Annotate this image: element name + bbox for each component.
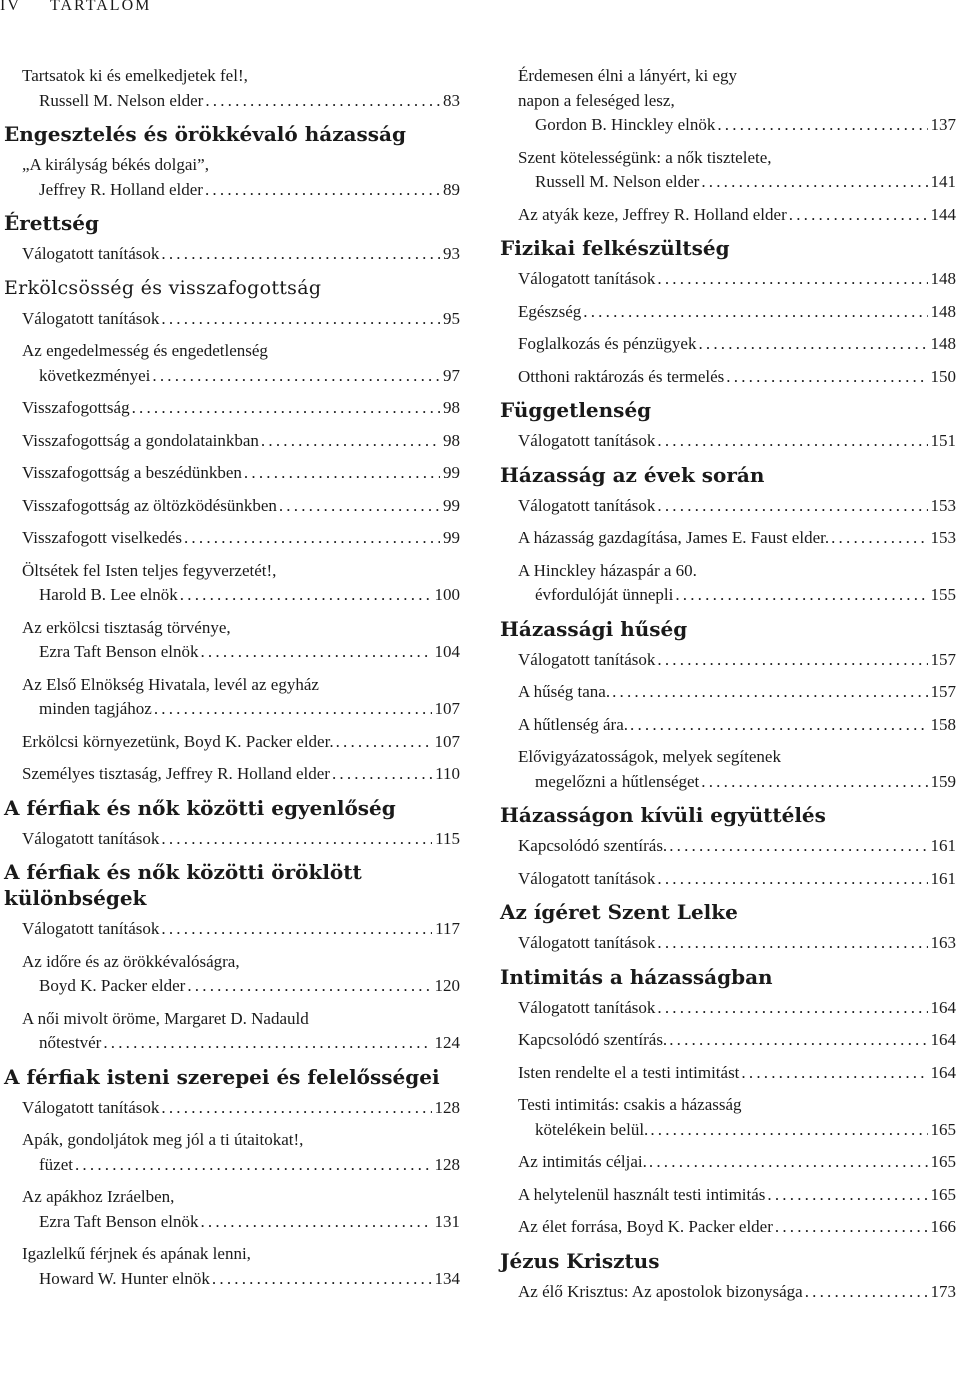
toc-entry-line [22, 1267, 460, 1292]
toc-entry[interactable] [500, 713, 956, 738]
toc-page-number: 83 [443, 90, 460, 110]
toc-entry-line [22, 307, 460, 332]
toc-page-number: 161 [930, 868, 956, 888]
toc-page-number: 117 [435, 919, 460, 938]
toc-entry[interactable] [4, 1242, 460, 1291]
toc-page-number: 144 [930, 204, 956, 224]
toc-entry-title-line: Az engedelmesség és engedetlenség [22, 341, 268, 360]
toc-entry-title: A hűtlenség ára. [518, 714, 628, 734]
toc-page-number: 98 [443, 430, 460, 450]
toc-entry-title: kötelékein belül. [535, 1119, 649, 1139]
dot-leader [657, 867, 927, 892]
toc-page-number: 165 [930, 1119, 956, 1139]
toc-entry-title: Ezra Taft Benson elnök [39, 1211, 199, 1231]
toc-entry[interactable] [4, 616, 460, 665]
toc-page-number: 161 [930, 836, 956, 855]
toc-entry-title: Egészség [518, 301, 582, 321]
toc-entry[interactable] [500, 1150, 956, 1175]
toc-entry-title: megelőzni a hűtlenséget [535, 771, 700, 791]
toc-entry-line [518, 931, 956, 956]
toc-entry[interactable] [4, 429, 460, 454]
toc-entry[interactable] [4, 559, 460, 608]
toc-page-number: 148 [930, 269, 956, 288]
toc-entry-line [22, 364, 460, 389]
toc-entry-title: Ezra Taft Benson elnök [39, 642, 199, 661]
dot-leader [205, 178, 440, 203]
toc-page-number: 155 [930, 585, 956, 604]
toc-entry[interactable] [4, 307, 460, 332]
toc-entry-title-line: A női mivolt öröme, Margaret D. Nadauld [22, 1008, 309, 1028]
toc-entry[interactable] [4, 917, 460, 942]
toc-entry[interactable] [500, 494, 956, 519]
dot-leader [675, 583, 927, 608]
toc-entry-line [518, 203, 956, 228]
toc-page-number: 124 [434, 1033, 460, 1052]
toc-entry[interactable] [4, 526, 460, 551]
toc-entry-title: Az élő Krisztus: Az apostolok bizonysága [518, 1281, 803, 1301]
toc-entry-title: Válogatott tanítások [22, 244, 160, 263]
toc-entry-title: Válogatott tanítások [518, 495, 656, 515]
toc-entry-line [518, 365, 956, 390]
toc-entry-line [22, 494, 460, 519]
toc-page-number: 165 [930, 1152, 956, 1171]
dot-leader [161, 242, 440, 267]
toc-entry-line [22, 1096, 460, 1121]
toc-page-number: 164 [930, 1030, 956, 1049]
toc-entry-title: Visszafogott viselkedés [22, 528, 182, 547]
toc-page-number: 110 [435, 764, 460, 783]
toc-entry[interactable] [4, 762, 460, 787]
toc-page-number: 99 [443, 463, 460, 482]
toc-entry-line [518, 834, 956, 859]
toc-section-heading: Intimitás a házasságban [500, 964, 773, 989]
toc-page-number: 173 [930, 1281, 956, 1301]
toc-section-heading: Házassági hűség [500, 616, 688, 641]
toc-entry[interactable] [4, 339, 460, 388]
toc-section-heading: A férfiak és nők közötti egyenlőség [4, 795, 396, 820]
toc-entry-line [518, 770, 956, 795]
toc-entry[interactable] [4, 396, 460, 421]
toc-entry-title: Erkölcsi környezetünk, Boyd K. Packer elder. [22, 731, 334, 751]
toc-section-heading: Függetlenség [500, 398, 652, 422]
toc-page-number: 153 [930, 528, 956, 547]
toc-page-number: 99 [443, 528, 460, 547]
dot-leader [726, 365, 927, 390]
dot-leader [279, 494, 440, 519]
toc-entry-title-line: napon a feleséged lesz, [518, 90, 675, 110]
toc-entry-title: Válogatott tanítások [518, 933, 656, 952]
toc-page-number: 141 [930, 172, 956, 191]
toc-entry-title: Visszafogottság az öltözködésünkben [22, 495, 277, 515]
toc-entry-line [518, 867, 956, 892]
toc-page-number: 150 [930, 366, 956, 386]
toc-entry-title-line: Szent kötelességünk: a nők tisztelete, [518, 147, 772, 167]
dot-leader [657, 648, 927, 673]
toc-entry-line [518, 526, 956, 551]
toc-page-number: 157 [930, 682, 956, 701]
toc-entry-line [518, 300, 956, 325]
toc-entry-line [22, 242, 460, 267]
toc-entry-title-line: A Hinckley házaspár a 60. [518, 560, 697, 580]
toc-page-number: 100 [434, 585, 460, 604]
dot-leader [332, 762, 432, 787]
toc-entry-line [518, 648, 956, 673]
toc-entry[interactable] [500, 834, 956, 859]
toc-entry-line [22, 730, 460, 755]
toc-entry-title: Otthoni raktározás és termelés [518, 366, 725, 386]
toc-entry-title-line: Az Első Elnökség Hivatala, levél az egyház [22, 674, 319, 694]
dot-leader [200, 640, 431, 665]
dot-leader [184, 526, 440, 551]
toc-entry-line [22, 974, 460, 999]
toc-page-number: 95 [443, 308, 460, 328]
dot-leader [805, 1280, 928, 1305]
toc-entry-title-line: Apák, gondoljátok meg jól a ti útaitokat!, [22, 1130, 304, 1149]
toc-entry-line [518, 1215, 956, 1240]
toc-entry-title-line: Az apákhoz Izráelben, [22, 1187, 175, 1206]
toc-section-heading: Jézus Krisztus [500, 1248, 660, 1273]
toc-entry[interactable] [4, 153, 460, 202]
toc-entry-title: nőtestvér [39, 1033, 102, 1052]
toc-page-number: 97 [443, 365, 460, 385]
dot-leader [657, 931, 927, 956]
dot-leader [701, 770, 927, 795]
toc-section-heading: Erkölcsösség és visszafogottság [4, 276, 322, 299]
toc-entry[interactable] [500, 931, 956, 956]
toc-entry-title: Az atyák keze, Jeffrey R. Holland elder [518, 204, 787, 224]
toc-entry[interactable] [4, 730, 460, 755]
dot-leader [75, 1153, 432, 1178]
toc-entry-title: Boyd K. Packer elder [39, 976, 186, 995]
toc-entry-title: Válogatott tanítások [518, 997, 656, 1017]
dot-leader [244, 461, 440, 486]
toc-entry[interactable] [500, 203, 956, 228]
page-number: IV [0, 0, 21, 14]
toc-entry-line [518, 1150, 956, 1175]
toc-page-number: 137 [930, 115, 956, 134]
toc-entry[interactable] [500, 559, 956, 608]
dot-leader [657, 494, 927, 519]
toc-entry[interactable] [500, 680, 956, 705]
dot-leader [767, 1183, 927, 1208]
toc-entry-line [22, 1210, 460, 1235]
toc-entry-line [518, 713, 956, 738]
toc-entry-title: Válogatott tanítások [22, 1097, 160, 1117]
toc-entry-title: Harold B. Lee elnök [39, 585, 178, 604]
toc-section-heading: Engesztelés és örökkévaló házasság [4, 122, 406, 146]
toc-entry-line [518, 1061, 956, 1086]
dot-leader [200, 1210, 431, 1235]
toc-entry-title-line: Igazlelkű férjnek és apának lenni, [22, 1244, 251, 1263]
dot-leader [103, 1031, 431, 1056]
dot-leader [789, 203, 928, 228]
toc-entry-line [518, 1118, 956, 1143]
toc-entry-title: Az intimitás céljai. [518, 1152, 647, 1171]
toc-entry-line [22, 1031, 460, 1056]
toc-page-number: 98 [443, 398, 460, 417]
toc-entry[interactable] [500, 332, 956, 357]
toc-entry-line [22, 89, 460, 114]
toc-entry[interactable] [500, 867, 956, 892]
toc-entry-line [22, 762, 460, 787]
dot-leader [152, 364, 440, 389]
toc-entry-title: Az élet forrása, Boyd K. Packer elder [518, 1217, 773, 1236]
toc-page-number: 163 [930, 933, 956, 952]
dot-leader [701, 170, 927, 195]
dot-leader [669, 834, 927, 859]
toc-page-number: 148 [930, 334, 956, 353]
dot-leader [187, 974, 431, 999]
toc-entry-title: Válogatott tanítások [518, 431, 656, 450]
toc-page-number: 104 [434, 642, 460, 661]
dot-leader [649, 1150, 928, 1175]
toc-entry[interactable] [500, 996, 956, 1021]
toc-page-number: 131 [434, 1211, 460, 1231]
dot-leader [741, 1061, 927, 1086]
toc-page-number: 107 [434, 731, 460, 751]
toc-entry[interactable] [500, 1215, 956, 1240]
toc-section-heading: A férfiak és nők közötti öröklött különbségek [4, 860, 362, 910]
toc-section-heading: Érettség [4, 211, 99, 235]
dot-leader [698, 332, 927, 357]
toc-entry-title: Válogatott tanítások [518, 868, 656, 888]
toc-entry-line [22, 583, 460, 608]
toc-entry[interactable] [4, 64, 460, 113]
toc-entry[interactable] [500, 1028, 956, 1053]
toc-entry-title: Howard W. Hunter elnök [39, 1268, 210, 1288]
toc-entry[interactable] [500, 1280, 956, 1305]
toc-entry[interactable] [4, 1096, 460, 1121]
section-title: TARTALOM [50, 0, 152, 14]
toc-page-number: 89 [443, 179, 460, 199]
toc-page-number: 157 [930, 649, 956, 669]
toc-page-number: 151 [930, 431, 956, 450]
toc-entry[interactable] [500, 526, 956, 551]
toc-entry-line [518, 680, 956, 705]
dot-leader [630, 713, 928, 738]
toc-page-number: 165 [930, 1184, 956, 1204]
toc-entry[interactable] [500, 64, 956, 138]
dot-leader [669, 1028, 927, 1053]
toc-entry[interactable] [500, 648, 956, 673]
toc-section-heading: Házasságon kívüli együttélés [500, 803, 826, 827]
toc-entry[interactable] [500, 267, 956, 292]
toc-section-heading: Házasság az évek során [500, 462, 765, 487]
toc-entry-title: Kapcsolódó szentírás. [518, 836, 668, 855]
toc-entry-line [22, 1153, 460, 1178]
toc-column-left [4, 64, 460, 1299]
dot-leader [831, 526, 927, 551]
dot-leader [583, 300, 927, 325]
toc-entry-line [22, 429, 460, 454]
toc-page-number: 164 [930, 1062, 956, 1082]
toc-entry-title: Személyes tisztaság, Jeffrey R. Holland elder [22, 764, 330, 783]
toc-entry-title: Visszafogottság a gondolatainkban [22, 430, 259, 450]
toc-section-heading: A férfiak isteni szerepei és felelősségei [4, 1064, 440, 1089]
toc-entry-title-line: Öltsétek fel Isten teljes fegyverzetét!, [22, 560, 277, 580]
toc-entry[interactable] [500, 745, 956, 794]
dot-leader [657, 267, 927, 292]
toc-entry-line [518, 113, 956, 138]
dot-leader [132, 396, 440, 421]
toc-entry-line [518, 170, 956, 195]
toc-entry[interactable] [4, 1128, 460, 1177]
toc-entry-title-line: Az időre és az örökkévalóságra, [22, 951, 240, 971]
toc-entry-title: Válogatott tanítások [518, 649, 656, 669]
toc-entry-title-line: Érdemesen élni a lányért, ki egy [518, 66, 738, 85]
toc-entry-line [22, 461, 460, 486]
toc-page-number: 164 [930, 997, 956, 1017]
toc-entry-line [22, 526, 460, 551]
toc-entry-title-line: Az erkölcsi tisztaság törvénye, [22, 617, 231, 637]
toc-entry-title: Russell M. Nelson elder [39, 90, 204, 110]
toc-page-number: 115 [435, 828, 460, 848]
dot-leader [336, 730, 432, 755]
toc-page-number: 128 [434, 1097, 460, 1117]
toc-page-number: 99 [443, 495, 460, 515]
toc-entry[interactable] [4, 242, 460, 267]
toc-section-heading: Az ígéret Szent Lelke [500, 900, 738, 924]
toc-entry[interactable] [500, 365, 956, 390]
toc-entry-line [518, 332, 956, 357]
toc-entry-title: Visszafogottság [22, 398, 130, 417]
toc-entry[interactable] [500, 146, 956, 195]
dot-leader [161, 1096, 431, 1121]
dot-leader [775, 1215, 928, 1240]
toc-entry-line [22, 396, 460, 421]
dot-leader [154, 697, 432, 722]
toc-entry[interactable] [500, 300, 956, 325]
toc-entry-line [22, 697, 460, 722]
toc-section-heading: Fizikai felkészültség [500, 236, 730, 260]
toc-entry-title: évfordulóját ünnepli [535, 585, 674, 604]
toc-entry-title-line: Elővigyázatosságok, melyek segítenek [518, 747, 781, 766]
toc-entry-line [518, 583, 956, 608]
toc-entry[interactable] [4, 1007, 460, 1056]
toc-entry-title: Foglalkozás és pénzügyek [518, 334, 697, 353]
toc-entry-line [22, 178, 460, 203]
toc-page-number: 107 [434, 699, 460, 718]
dot-leader [657, 429, 927, 454]
toc-page-number: 128 [434, 1154, 460, 1174]
dot-leader [161, 917, 432, 942]
toc-entry[interactable] [4, 950, 460, 999]
toc-entry-title: Kapcsolódó szentírás. [518, 1030, 668, 1049]
toc-entry-line [518, 996, 956, 1021]
toc-entry-title-line: Tartsatok ki és emelkedjetek fel!, [22, 66, 248, 85]
toc-entry-title: Válogatott tanítások [518, 269, 656, 288]
toc-entry-title: Jeffrey R. Holland elder [39, 179, 203, 199]
toc-entry[interactable] [4, 494, 460, 519]
toc-entry-title-line: Testi intimitás: csakis a házasság [518, 1095, 742, 1114]
toc-entry[interactable] [4, 1185, 460, 1234]
toc-entry-line [22, 827, 460, 852]
toc-entry-line [518, 429, 956, 454]
toc-entry-line [22, 917, 460, 942]
toc-entry[interactable] [4, 461, 460, 486]
toc-page-number: 134 [434, 1268, 460, 1288]
dot-leader [212, 1267, 432, 1292]
dot-leader [657, 996, 927, 1021]
toc-entry-title: A helytelenül használt testi intimitás [518, 1184, 766, 1204]
toc-entry-line [22, 640, 460, 665]
toc-page-number: 153 [930, 495, 956, 515]
toc-entry[interactable] [4, 673, 460, 722]
toc-page-number: 159 [930, 771, 956, 791]
toc-entry-title: füzet [39, 1154, 73, 1174]
toc-entry-title: minden tagjához [39, 699, 152, 718]
toc-entry[interactable] [500, 1183, 956, 1208]
toc-page-number: 120 [434, 976, 460, 995]
dot-leader [650, 1118, 927, 1143]
dot-leader [205, 89, 440, 114]
dot-leader [717, 113, 927, 138]
toc-entry[interactable] [500, 429, 956, 454]
dot-leader [161, 307, 440, 332]
dot-leader [161, 827, 432, 852]
toc-page-number: 148 [930, 301, 956, 321]
toc-page-number: 93 [443, 244, 460, 263]
toc-column-right [500, 64, 956, 1312]
toc-entry-title: Russell M. Nelson elder [535, 172, 700, 191]
toc-entry-line [518, 1183, 956, 1208]
toc-entry[interactable] [500, 1061, 956, 1086]
dot-leader [612, 680, 927, 705]
dot-leader [180, 583, 432, 608]
toc-entry[interactable] [4, 827, 460, 852]
toc-entry-title: Isten rendelte el a testi intimitást [518, 1062, 740, 1082]
toc-entry-line [518, 494, 956, 519]
toc-entry-title: A házasság gazdagítása, James E. Faust elder. [518, 528, 830, 547]
toc-page-number: 166 [930, 1217, 956, 1236]
toc-entry-title: Válogatott tanítások [22, 919, 160, 938]
toc-entry-line [518, 1280, 956, 1305]
toc-entry-title: A hűség tana. [518, 682, 611, 701]
toc-entry[interactable] [500, 1093, 956, 1142]
toc-entry-title: Visszafogottság a beszédünkben [22, 463, 242, 482]
dot-leader [261, 429, 440, 454]
toc-page-number: 158 [930, 714, 956, 734]
toc-entry-title: Gordon B. Hinckley elnök [535, 115, 716, 134]
toc-entry-line [518, 267, 956, 292]
toc-entry-title: következményei [39, 365, 151, 385]
toc-entry-title-line: „A királyság békés dolgai”, [22, 155, 209, 174]
toc-entry-title: Válogatott tanítások [22, 308, 160, 328]
running-head [0, 0, 960, 16]
toc-entry-title: Válogatott tanítások [22, 828, 160, 848]
toc-entry-line [518, 1028, 956, 1053]
